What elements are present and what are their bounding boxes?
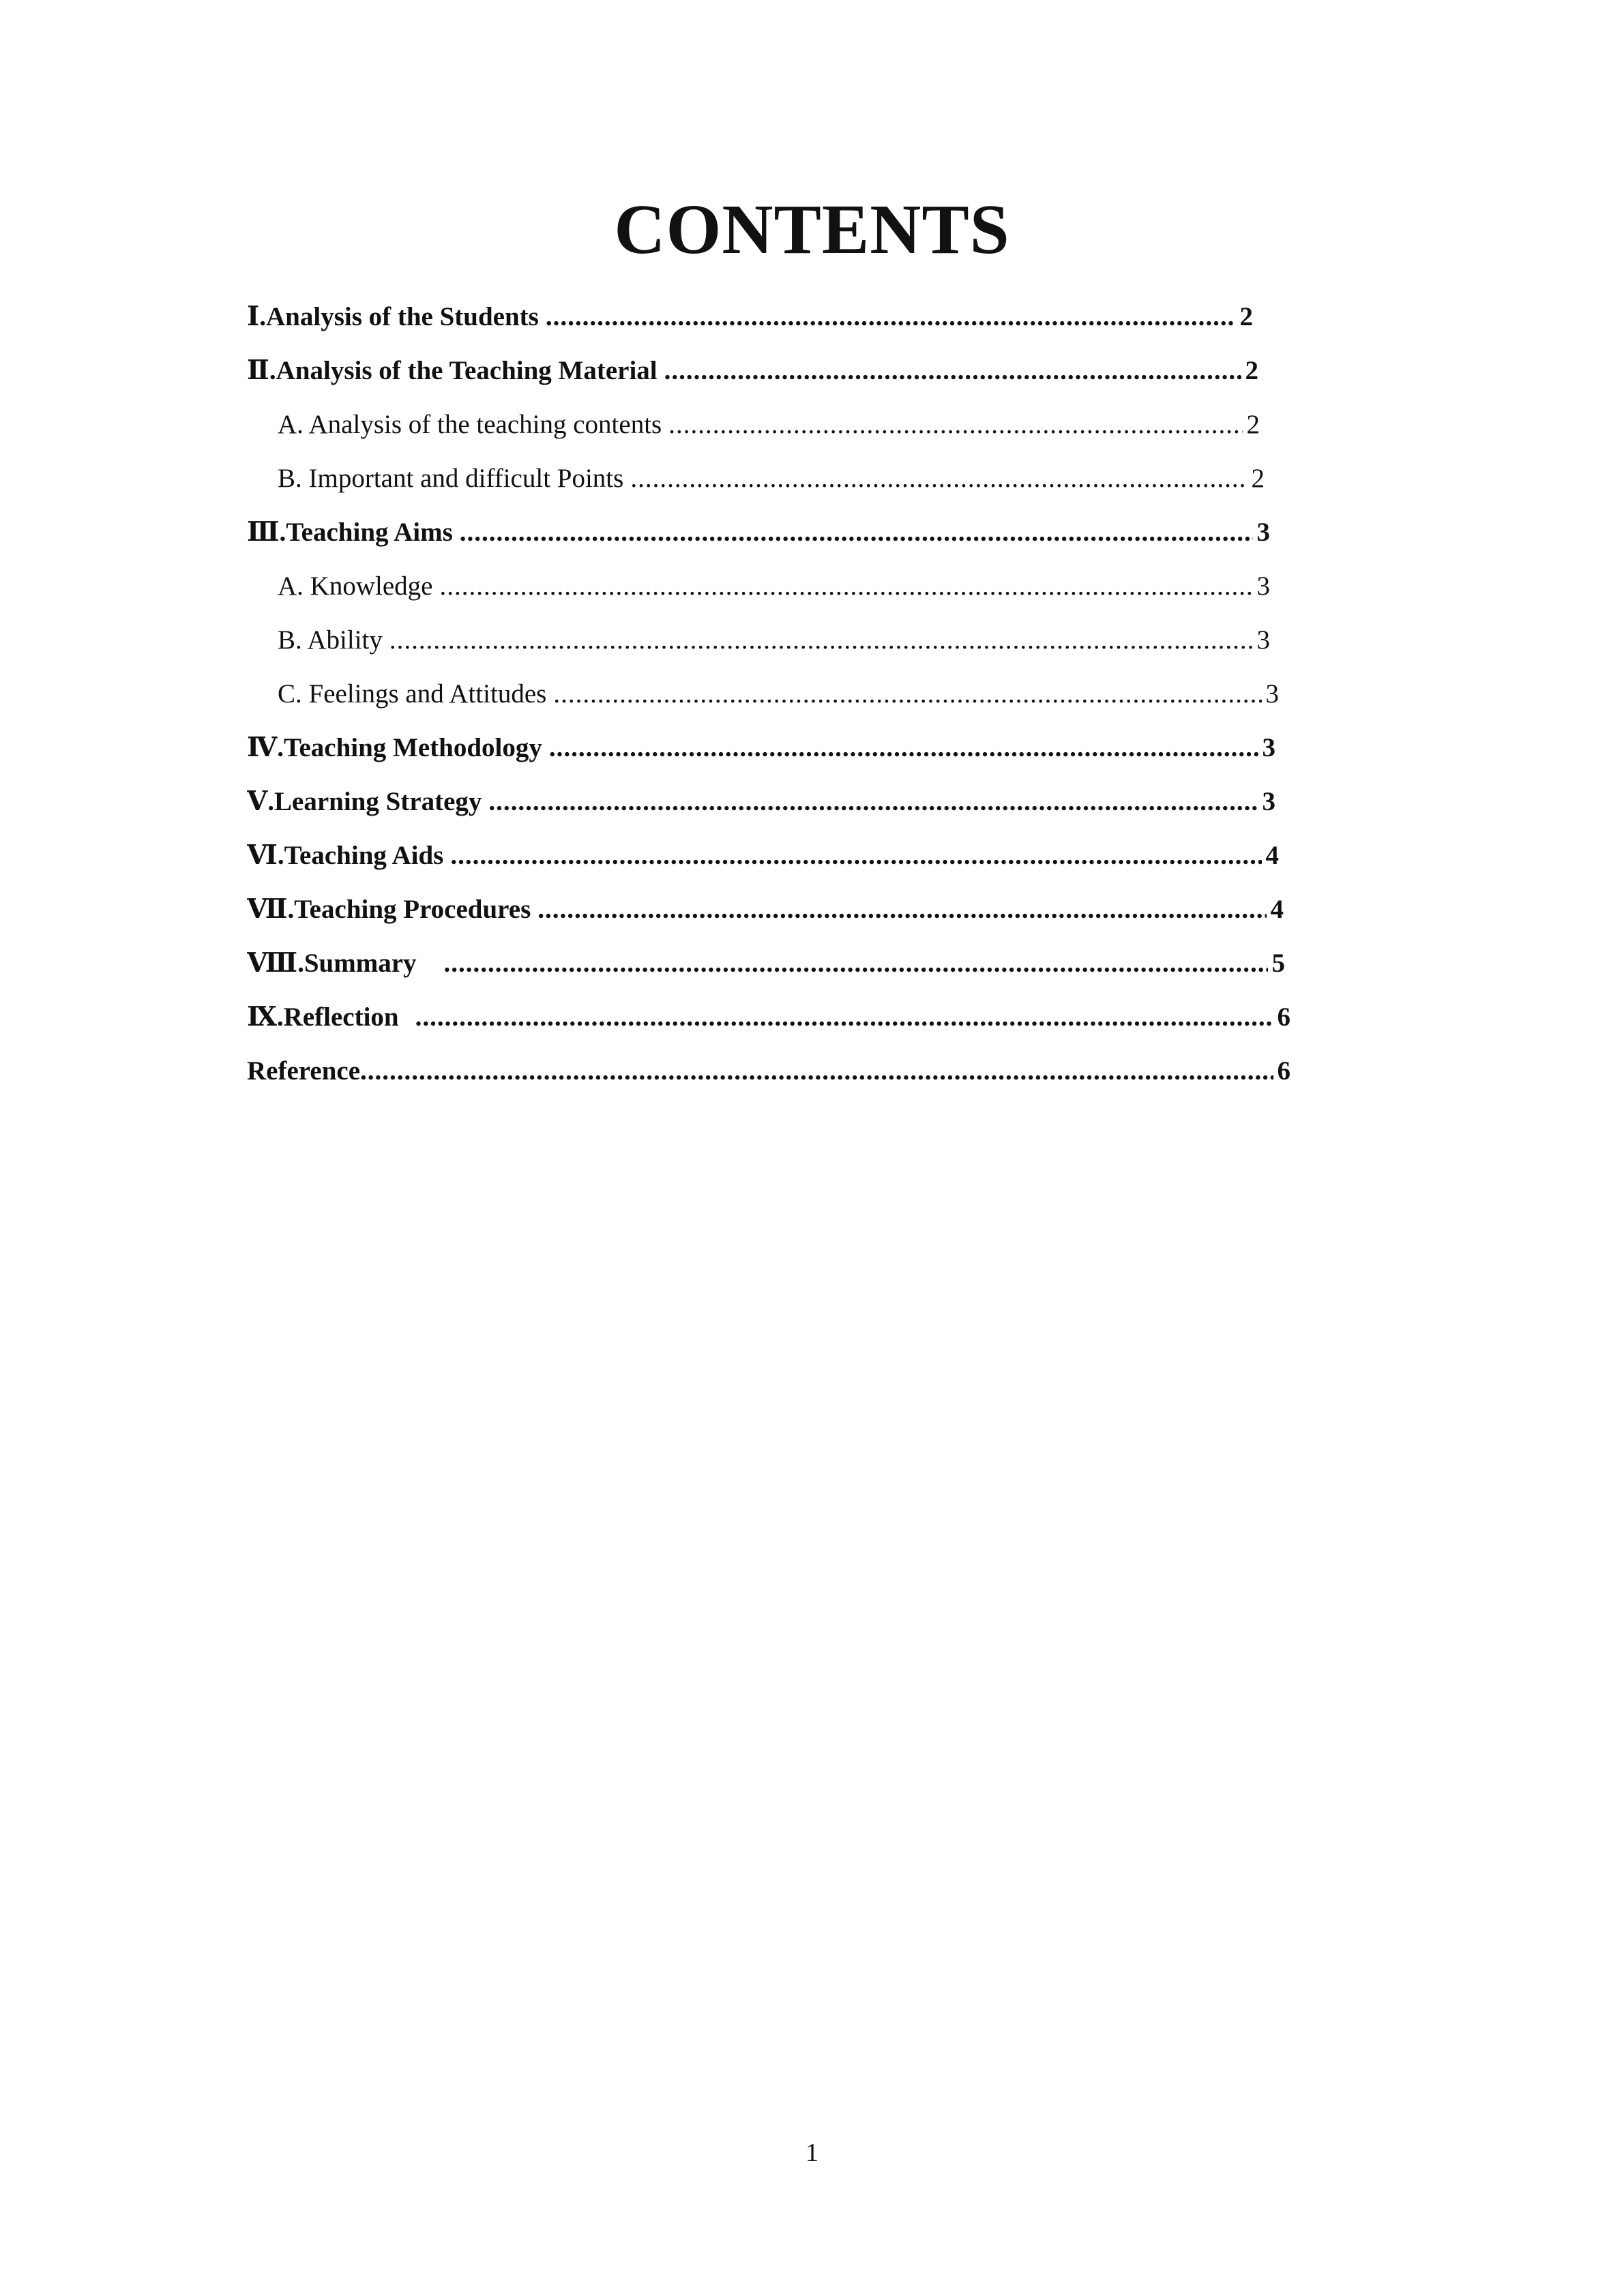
toc-label: Teaching Procedures [294,895,531,924]
toc-label: Teaching Methodology [284,733,542,762]
toc-dot-leader [537,889,1266,930]
toc-label: A. Analysis of the teaching contents [278,410,662,439]
toc-dot-leader [546,297,1236,338]
toc-label: Reference [247,1056,360,1086]
toc-page-number: 6 [1277,1056,1290,1086]
toc-entry-summary[interactable] [247,943,1285,984]
toc-page-number: 6 [1277,1002,1290,1032]
toc-label: B. Ability [278,625,383,655]
toc-entry-ability[interactable] [278,620,1270,661]
toc-page-number: 4 [1270,895,1284,924]
toc-numeral: Ⅴ. [247,787,275,816]
toc-page-number: 3 [1256,625,1270,655]
toc-dot-leader [460,512,1253,553]
toc-numeral: Ⅰ. [247,302,266,331]
toc-page-number: 4 [1265,841,1279,870]
toc-label: A. Knowledge [278,571,433,601]
toc-dot-leader [389,620,1253,661]
toc-label: Learning Strategy [274,787,482,816]
toc-label: Reflection [283,1002,399,1032]
toc-numeral: Ⅵ. [247,841,284,870]
toc-dot-leader [488,781,1258,822]
toc-entry-analysis-of-teaching-material[interactable] [247,351,1258,391]
toc-dot-leader [450,835,1261,876]
toc-page-number: 3 [1265,679,1279,709]
toc-dot-leader [553,674,1261,715]
toc-page-number: 2 [1245,356,1258,385]
toc-label: B. Important and difficult Points [278,464,624,493]
toc-dot-leader [630,458,1247,499]
toc-label: C. Feelings and Attitudes [278,679,547,709]
toc-dot-leader [415,997,1273,1038]
toc-label: Summary [304,949,417,978]
toc-dot-leader [444,943,1268,984]
toc-entry-reference[interactable] [247,1051,1290,1092]
toc-entry-knowledge[interactable] [278,566,1270,607]
toc-entry-reflection[interactable] [247,997,1290,1038]
toc-label: Analysis of the Students [266,302,539,331]
toc-entry-teaching-aims[interactable] [247,512,1270,553]
toc-page-number: 2 [1251,464,1265,493]
toc-numeral: Ⅷ. [247,949,304,978]
toc-label: Analysis of the Teaching Material [276,356,658,385]
toc-page-number: 3 [1262,733,1275,762]
toc-label: Teaching Aids [284,841,444,870]
toc-entry-analysis-of-teaching-contents[interactable] [278,404,1260,445]
toc-label: Teaching Aims [286,518,453,547]
toc-entry-learning-strategy[interactable] [247,781,1275,822]
toc-numeral: Ⅶ. [247,895,295,924]
toc-numeral: Ⅲ. [247,518,286,547]
toc-numeral: Ⅳ. [247,733,284,762]
toc-numeral: Ⅸ. [247,1002,284,1032]
toc-entry-teaching-procedures[interactable] [247,889,1284,930]
toc-dot-leader [439,566,1252,607]
toc-entry-teaching-methodology[interactable] [247,728,1275,769]
toc-dot-leader [360,1051,1273,1092]
toc-page-number: 2 [1239,302,1253,331]
toc-dot-leader [668,404,1242,445]
toc-page-number: 2 [1246,410,1260,439]
toc-numeral: Ⅱ. [247,356,276,385]
toc-page-number: 3 [1256,571,1270,601]
toc-page-number: 3 [1256,518,1270,547]
toc-entry-analysis-of-students[interactable] [247,297,1253,338]
toc-entry-feelings-and-attitudes[interactable] [278,674,1279,715]
page-title: CONTENTS [614,190,1010,269]
toc-entry-teaching-aids[interactable] [247,835,1279,876]
toc-page-number: 3 [1262,787,1275,816]
toc-entry-important-difficult-points[interactable] [278,458,1265,499]
toc-dot-leader [664,351,1241,391]
toc-page-number: 5 [1271,949,1285,978]
page-number-footer: 1 [806,2138,818,2167]
toc-dot-leader [549,728,1258,769]
